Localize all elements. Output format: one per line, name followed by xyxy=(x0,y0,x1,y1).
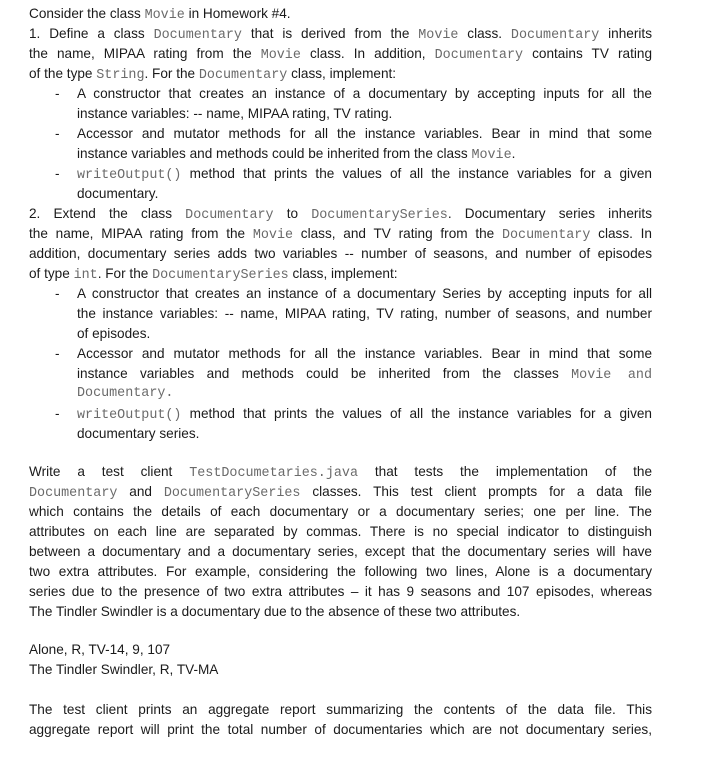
text: classes. This test client prompts for a data file xyxy=(300,484,652,499)
text: the name, MIPAA rating from the xyxy=(29,226,253,241)
test-para-line7: series due to the presence of two extra attributes – it has 9 seasons and 107 episodes, whereas xyxy=(29,584,652,599)
code-and: and xyxy=(611,368,652,383)
item2-line3: addition, documentary series adds two variables -- number of seasons, and number of episodes xyxy=(29,246,652,261)
code-documentary: Documentary xyxy=(29,486,118,501)
test-para-line2 xyxy=(29,482,652,504)
intro-movie-code: Movie xyxy=(144,8,185,23)
text: class. In xyxy=(590,226,652,241)
text: instance variables and methods could be inherited from the classes xyxy=(77,366,572,381)
text: of the type xyxy=(29,66,97,81)
item1-line1 xyxy=(29,24,652,46)
item2-bullet3-line2: documentary series. xyxy=(77,426,200,441)
text: . For the xyxy=(97,266,153,281)
text: class. xyxy=(458,26,511,41)
code-movie: Movie xyxy=(418,28,459,43)
code-writeoutput: writeOutput() xyxy=(77,168,182,183)
item2-bullet2-line2 xyxy=(77,364,652,386)
test-para-line4: attributes on each line are separated by commas. There is no special indicator to distinguish xyxy=(29,524,652,539)
text: that tests the implementation of the xyxy=(357,464,653,479)
text: Write a test client xyxy=(29,464,190,479)
test-para-line5: between a documentary and a documentary series, except that the documentary series will have xyxy=(29,544,652,559)
code-documentaryseries: DocumentarySeries xyxy=(163,486,301,501)
code-movie: Movie xyxy=(252,228,294,243)
item1-bullet1-line1: A constructor that creates an instance of a documentary by accepting inputs for all the xyxy=(77,86,652,101)
example-line-tindler: The Tindler Swindler, R, TV-MA xyxy=(29,662,219,677)
report-para-line1: The test client prints an aggregate report summarizing the contents of the data file. This xyxy=(29,702,652,717)
bullet-dash: - xyxy=(55,346,60,361)
item2-bullet1-line3: of episodes. xyxy=(77,326,151,341)
text: class. In addition, xyxy=(300,46,435,61)
code-movie: Movie xyxy=(471,148,512,163)
text: method that prints the values of all the instance variables for a given xyxy=(181,166,652,181)
item2-line1 xyxy=(29,204,652,226)
text: class, and TV rating from the xyxy=(293,226,502,241)
text: . Documentary series inherits xyxy=(447,206,652,221)
item1-line2 xyxy=(29,44,652,66)
intro-line xyxy=(29,4,291,26)
code-documentary: Documentary xyxy=(185,208,274,223)
code-documentaryseries: DocumentarySeries xyxy=(152,268,289,283)
bullet-dash: - xyxy=(55,86,60,101)
code-documentary: Documentary xyxy=(198,68,288,83)
bullet-dash: - xyxy=(55,406,60,421)
text: of type xyxy=(29,266,74,281)
item2-line2 xyxy=(29,224,652,246)
test-para-line3: which contains the details of each documentary or a documentary series; one per line. The xyxy=(29,504,652,519)
code-documentary: Documentary xyxy=(501,228,591,243)
text: method that prints the values of all the instance variables for a given xyxy=(181,406,652,421)
code-writeoutput: writeOutput() xyxy=(77,408,182,423)
item1-bullet1-line2: instance variables: -- name, MIPAA rating, TV rating. xyxy=(77,106,393,121)
item1-bullet3-line2: documentary. xyxy=(77,186,159,201)
item2-bullet1-line2: the instance variables: -- name, MIPAA rating, TV rating, number of seasons, and number xyxy=(77,306,652,321)
item2-line4 xyxy=(29,264,398,286)
text: 1. Define a class xyxy=(29,26,154,41)
report-para-line2: aggregate report will print the total number of documentaries which are not documentary series, xyxy=(29,722,652,737)
test-para-line6: two extra attributes. For example, considering the following two lines, Alone is a documentary xyxy=(29,564,652,579)
text: 2. Extend the class xyxy=(29,206,186,221)
item2-bullet1-line1: A constructor that creates an instance of a documentary Series by accepting inputs for all xyxy=(77,286,652,301)
code-documentaryseries: DocumentarySeries xyxy=(311,208,448,223)
text: instance variables and methods could be inherited from the class xyxy=(77,146,472,161)
code-movie: Movie xyxy=(260,48,301,63)
bullet-dash: - xyxy=(55,286,60,301)
text: and xyxy=(117,484,164,499)
text: class, implement: xyxy=(287,66,397,81)
text: that is derived from the xyxy=(241,26,419,41)
code-int: int xyxy=(73,268,98,283)
item2-bullet2-line1: Accessor and mutator methods for all the instance variables. Bear in mind that some xyxy=(77,346,652,361)
text: . xyxy=(511,146,516,161)
text: to xyxy=(273,206,312,221)
item2-bullet3-line1 xyxy=(77,404,652,426)
item1-bullet2-line1: Accessor and mutator methods for all the instance variables. Bear in mind that some xyxy=(77,126,652,141)
text: . For the xyxy=(144,66,199,81)
bullet-dash: - xyxy=(55,166,60,181)
text: inherits xyxy=(599,26,652,41)
item1-line3 xyxy=(29,64,396,86)
text: the name, MIPAA rating from the xyxy=(29,46,261,61)
code-testdocumetaries: TestDocumetaries.java xyxy=(189,466,358,481)
code-documentary: Documentary xyxy=(510,28,600,43)
intro-text-end: in Homework #4. xyxy=(184,6,291,21)
code-documentary: Documentary xyxy=(153,28,242,43)
bullet-dash: - xyxy=(55,126,60,141)
code-movie: Movie xyxy=(571,368,612,383)
text: contains TV rating xyxy=(523,46,652,61)
code-string: String xyxy=(96,68,145,83)
item1-bullet2-line2 xyxy=(77,144,515,166)
item1-bullet3-line1 xyxy=(77,164,652,186)
test-para-line1 xyxy=(29,462,652,484)
text: class, implement: xyxy=(288,266,398,281)
intro-text: Consider the class xyxy=(29,6,145,21)
item2-bullet2-line3: Documentary. xyxy=(77,386,174,401)
example-line-alone: Alone, R, TV-14, 9, 107 xyxy=(29,642,171,657)
test-para-line8: The Tindler Swindler is a documentary due to the absence of these two attributes. xyxy=(29,604,521,619)
code-documentary: Documentary xyxy=(434,48,524,63)
